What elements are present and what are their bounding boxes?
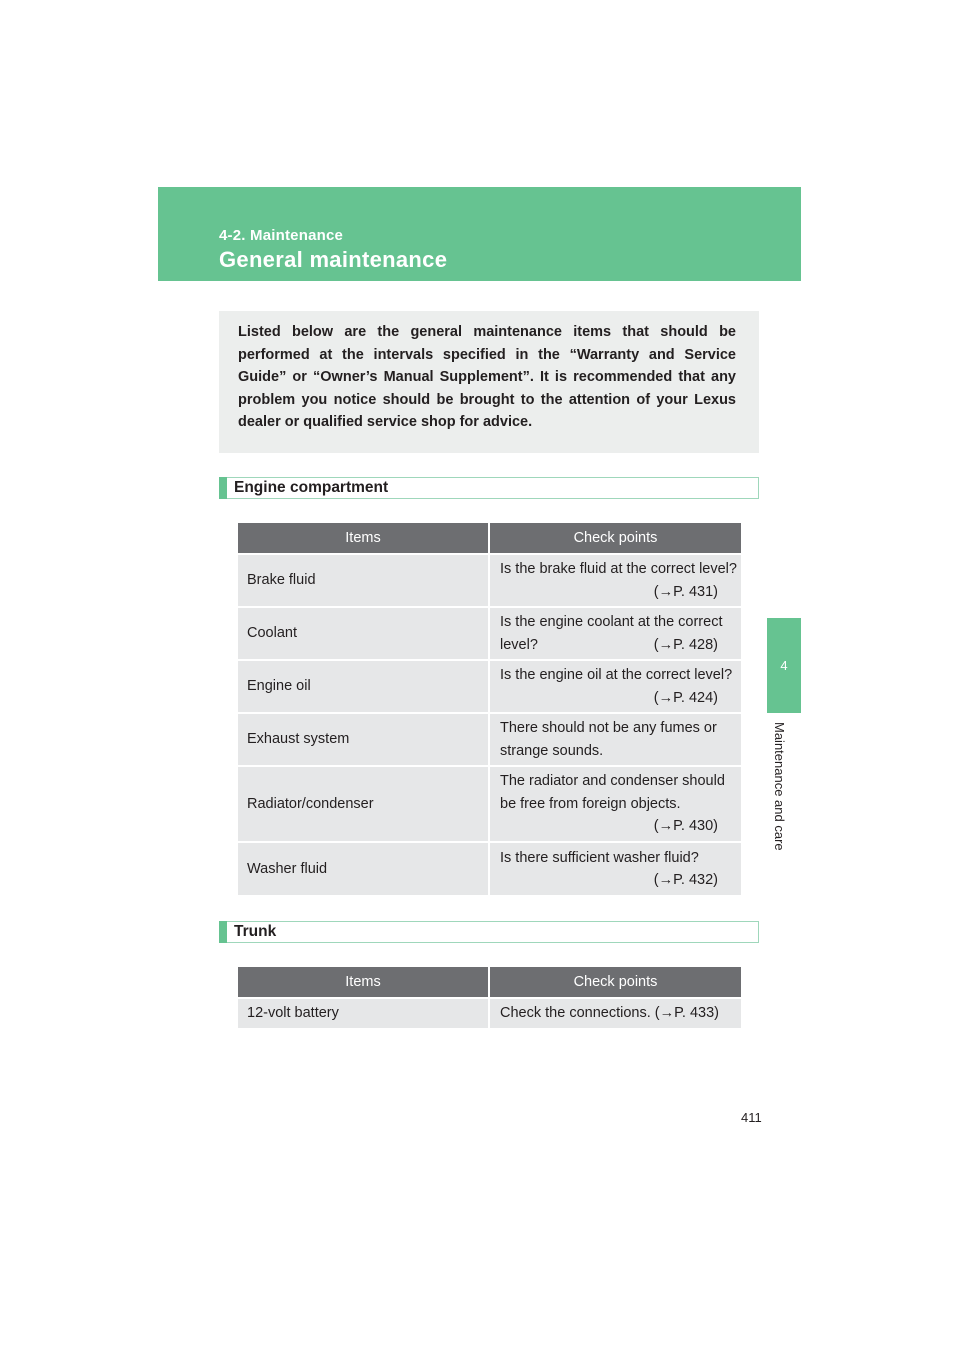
check-text — [500, 611, 737, 656]
table-header-row — [238, 523, 741, 554]
column-header-check-points: Check points — [489, 523, 741, 554]
page-reference: (→P. 424) — [653, 689, 718, 706]
check-text: The radiator and condenser should be free from foreign objects. — [500, 773, 725, 812]
check-cell — [489, 660, 741, 713]
table-row — [238, 607, 741, 660]
check-cell: Check the connections. (→P. 433) — [489, 998, 741, 1028]
item-cell: 12-volt battery — [238, 998, 489, 1028]
check-cell — [489, 713, 741, 766]
check-text: Is there sufficient washer fluid? — [500, 849, 699, 866]
check-cell — [489, 607, 741, 660]
engine-compartment-table — [238, 523, 741, 895]
trunk-heading-label: Trunk — [234, 923, 277, 940]
heading-accent-bar — [219, 477, 227, 499]
table-row — [238, 660, 741, 713]
page-title: General maintenance — [219, 247, 448, 272]
table-row — [238, 713, 741, 766]
item-cell: Brake fluid — [238, 554, 489, 607]
check-text: Is the engine oil at the correct level? — [500, 667, 733, 683]
check-text: There should not be any fumes or strange sounds. — [500, 720, 717, 759]
chapter-tab — [767, 618, 801, 713]
page-reference: (→P. 432) — [653, 872, 718, 888]
page-reference: (→P. 430) — [653, 818, 718, 835]
check-cell — [489, 554, 741, 607]
trunk-table — [238, 967, 741, 1028]
page-reference: (→P. 428) — [653, 636, 718, 653]
page-number: 411 — [741, 1110, 762, 1125]
check-cell — [489, 842, 741, 895]
item-cell: Radiator/condenser — [238, 766, 489, 842]
intro-box — [219, 311, 759, 453]
heading-accent-bar — [219, 921, 227, 943]
engine-compartment-heading — [219, 477, 759, 499]
table-row — [238, 554, 741, 607]
item-cell: Exhaust system — [238, 713, 489, 766]
check-text-content: Is the engine coolant at the correct level? — [500, 614, 723, 653]
chapter-number: 4 — [780, 658, 788, 673]
item-cell: Coolant — [238, 607, 489, 660]
column-header-items: Items — [238, 523, 489, 554]
check-text: Is the brake fluid at the correct level? — [500, 561, 737, 577]
chapter-label: Maintenance and care — [772, 722, 787, 851]
item-cell: Engine oil — [238, 660, 489, 713]
check-cell — [489, 766, 741, 842]
trunk-heading — [219, 921, 759, 943]
item-cell: Washer fluid — [238, 842, 489, 895]
table-row — [238, 842, 741, 895]
section-label: 4-2. Maintenance — [219, 227, 344, 244]
column-header-items: Items — [238, 967, 489, 998]
table-row — [238, 766, 741, 842]
intro-text: Listed below are the general maintenance items that should be performed at the intervals specified in the “Warranty and Service Guide” or “Owner’s Manual Supplement”. It is recommended that any problem you notice should be brought to the attention of your Lexus dealer or qualified service shop for advice. — [238, 324, 736, 431]
engine-compartment-heading-label: Engine compartment — [234, 479, 389, 496]
page-reference: (→P. 431) — [653, 583, 718, 600]
table-row — [238, 998, 741, 1028]
column-header-check-points: Check points — [489, 967, 741, 998]
header-band — [158, 187, 801, 281]
table-header-row — [238, 967, 741, 998]
